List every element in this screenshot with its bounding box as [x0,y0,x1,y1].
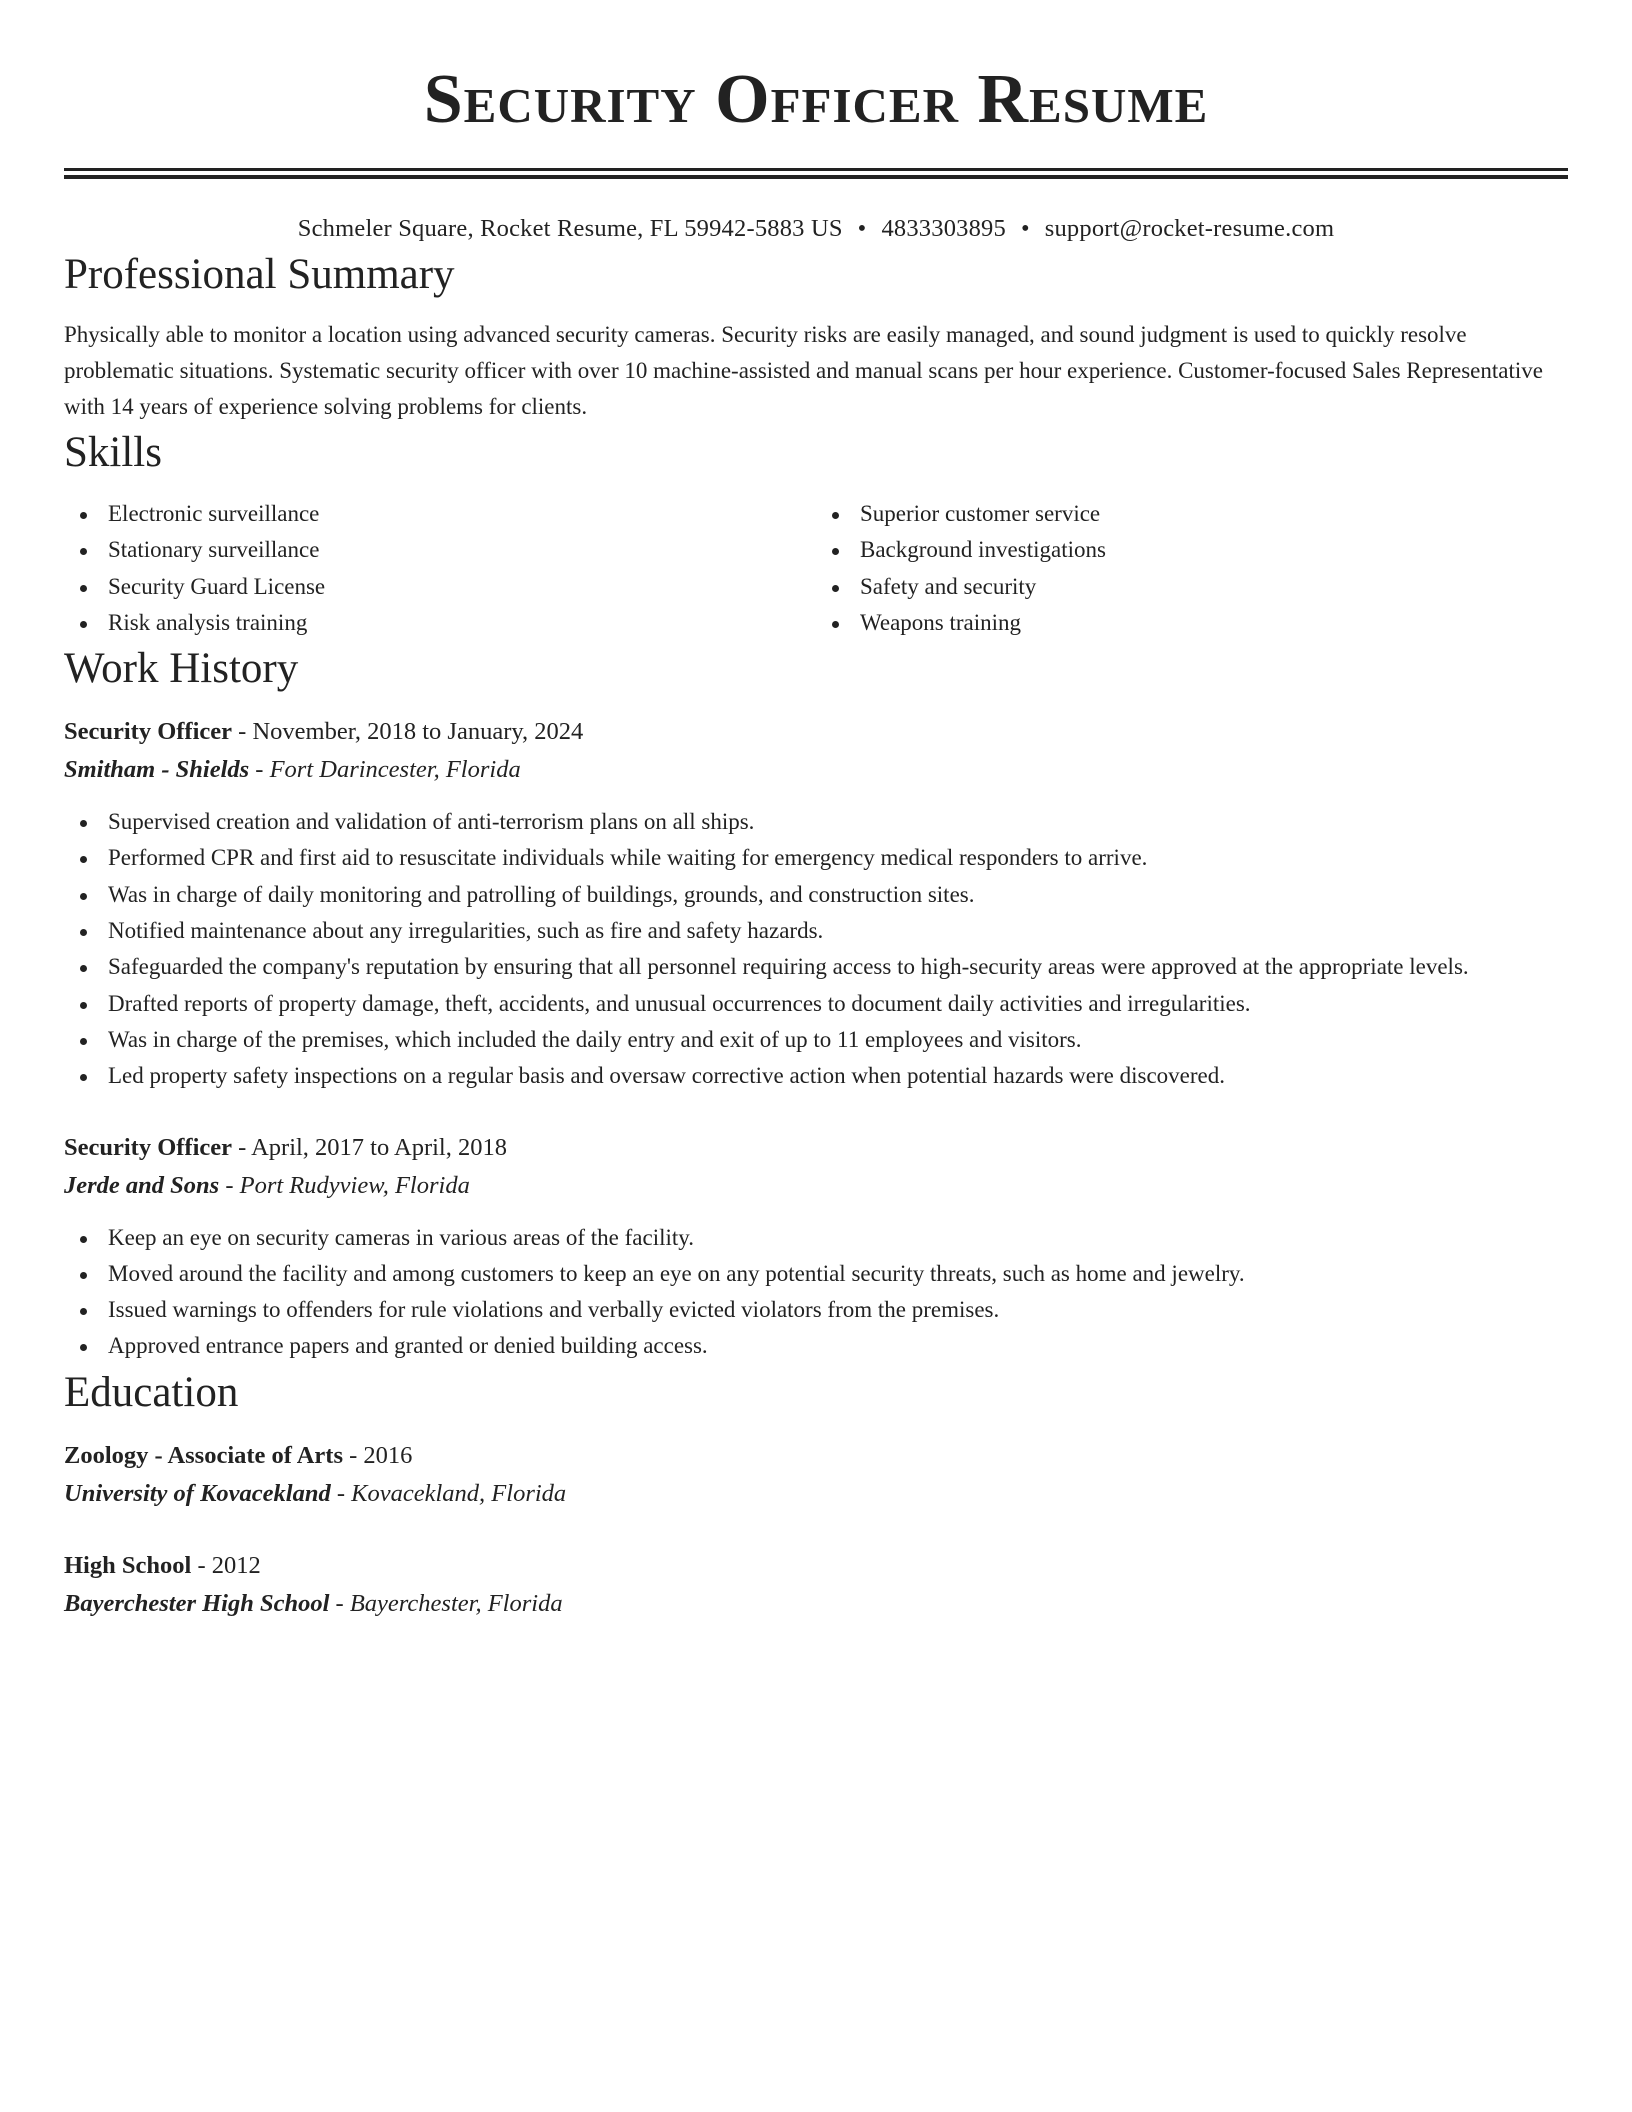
job-entry [64,1129,1568,1365]
education-entry [64,1437,1568,1513]
skill-item: Security Guard License [64,569,816,605]
education-school: University of Kovacekland [64,1479,331,1507]
skill-item: Background investigations [816,532,1568,568]
education-degree-line [64,1547,1568,1585]
contact-email: support@rocket-resume.com [1044,215,1335,242]
contact-phone: 4833303895 [881,215,1006,242]
job-duties [64,804,1568,1094]
skill-item: Risk analysis training [64,605,816,641]
education-school: Bayerchester High School [64,1589,330,1617]
duty-item: Moved around the facility and among customers to keep an eye on any potential security threats, such as home and jewelry. [64,1256,1568,1292]
job-employer [64,1167,1568,1205]
duty-item: Approved entrance papers and granted or denied building access. [64,1328,1568,1364]
contact-address: Schmeler Square, Rocket Resume, FL 59942-5883 US [297,215,843,242]
job-header [64,1129,1568,1167]
summary-heading: Professional Summary [64,251,455,298]
summary-text: Physically able to monitor a location using advanced security cameras. Security risks are easily managed, and sound judgment is used to quickly resolve problematic situations. Systematic security officer with over 10 machine-assisted and manual scans per hour experience. Customer-focused Sales Representative with 14 years of experience solving problems for clients. [64,322,1543,419]
job-duties [64,1220,1568,1365]
education-degree: Zoology - Associate of Arts [64,1441,343,1469]
job-dates: - April, 2017 to April, 2018 [232,1133,507,1161]
skill-item: Superior customer service [816,496,1568,532]
job-title: Security Officer [64,718,233,746]
duty-item: Drafted reports of property damage, theft, accidents, and unusual occurrences to document daily activities and irregularities. [64,986,1568,1022]
education-school-line [64,1475,1568,1513]
skill-item: Stationary surveillance [64,532,816,568]
job-location: - Fort Darincester, Florida [249,756,521,784]
duty-item: Was in charge of the premises, which included the daily entry and exit of up to 11 employees and visitors. [64,1022,1568,1058]
duty-item: Led property safety inspections on a regular basis and oversaw corrective action when potential hazards were discovered. [64,1058,1568,1094]
skill-item: Electronic surveillance [64,496,816,532]
education-school-line [64,1585,1568,1623]
job-entry [64,713,1568,1094]
contact-line [64,211,1568,247]
resume-title: Security Officer Resume [423,61,1209,138]
education-location: - Bayerchester, Florida [329,1589,563,1617]
education-location: - Kovacekland, Florida [330,1479,567,1507]
job-company: Jerde and Sons [64,1171,220,1199]
duty-item: Supervised creation and validation of anti-terrorism plans on all ships. [64,804,1568,840]
education-degree: High School [64,1551,192,1579]
duty-item: Was in charge of daily monitoring and patrolling of buildings, grounds, and construction sites. [64,877,1568,913]
title-double-rule [64,168,1568,179]
skills-column-left [64,496,816,641]
duty-item: Notified maintenance about any irregularities, such as fire and safety hazards. [64,913,1568,949]
skill-item: Weapons training [816,605,1568,641]
duty-item: Issued warnings to offenders for rule violations and verbally evicted violators from the premises. [64,1292,1568,1328]
skills-column-right [816,496,1568,641]
education-heading: Education [64,1368,239,1416]
work-history-heading: Work History [64,645,299,693]
duty-item: Keep an eye on security cameras in various areas of the facility. [64,1220,1568,1256]
job-employer [64,751,1568,789]
skills-heading: Skills [64,429,162,476]
contact-separator: • [857,215,867,242]
job-title: Security Officer [64,1133,233,1161]
skill-item: Safety and security [816,569,1568,605]
skills-list [64,496,1568,641]
job-location: - Port Rudyview, Florida [219,1171,470,1199]
education-year: - 2012 [191,1551,261,1579]
education-entry [64,1547,1568,1623]
duty-item: Safeguarded the company's reputation by ensuring that all personnel requiring access to high-security areas were approved at the appropriate levels. [64,949,1568,985]
education-degree-line [64,1437,1568,1475]
duty-item: Performed CPR and first aid to resuscitate individuals while waiting for emergency medical responders to arrive. [64,840,1568,876]
job-header [64,713,1568,751]
job-company: Smitham - Shields [64,756,250,784]
contact-separator: • [1020,215,1030,242]
job-dates: - November, 2018 to January, 2024 [232,718,584,746]
education-year: - 2016 [343,1441,413,1469]
